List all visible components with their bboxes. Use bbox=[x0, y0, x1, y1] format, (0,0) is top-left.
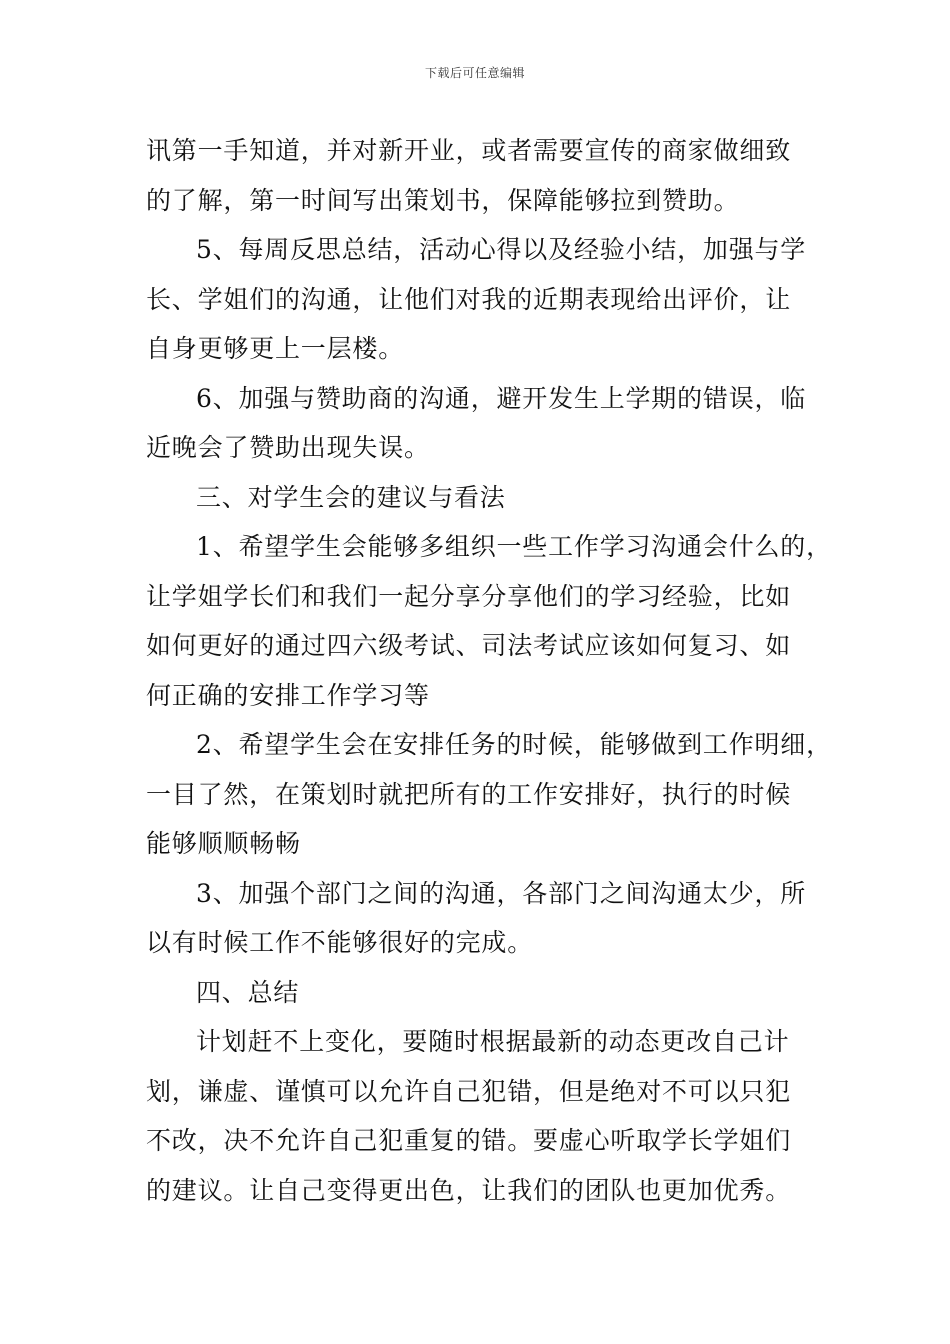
text-line: 自身更够更上一层楼。 bbox=[146, 334, 405, 363]
text-line: 长、学姐们的沟通，让他们对我的近期表现给出评价，让 bbox=[146, 284, 792, 314]
text-line: 的了解，第一时间写出策划书，保障能够拉到赞助。 bbox=[146, 185, 740, 215]
page-header-note: 下载后可任意编辑 bbox=[424, 66, 525, 80]
text-line: 划，谦虚、谨慎可以允许自己犯错，但是绝对不可以只犯 bbox=[146, 1076, 792, 1106]
text-line: 一目了然，在策划时就把所有的工作安排好，执行的时候 bbox=[146, 779, 792, 809]
text-line: 5、每周反思总结，活动心得以及经验小结，加强与学 bbox=[196, 235, 807, 264]
section-heading: 三、对学生会的建议与看法 bbox=[196, 482, 506, 512]
section-heading: 四、总结 bbox=[196, 977, 300, 1007]
text-line: 3、加强个部门之间的沟通，各部门之间沟通太少，所 bbox=[196, 878, 807, 908]
text-line: 让学姐学长们和我们一起分享分享他们的学习经验，比如 bbox=[146, 581, 792, 611]
text-line: 能够顺顺畅畅 bbox=[146, 829, 301, 858]
text-line: 计划赶不上变化，要随时根据最新的动态更改自己计 bbox=[196, 1027, 790, 1056]
text-line: 的建议。让自己变得更出色，让我们的团队也更加优秀。 bbox=[146, 1175, 792, 1205]
text-line: 6、加强与赞助商的沟通，避开发生上学期的错误，临 bbox=[196, 383, 807, 413]
text-line: 如何更好的通过四六级考试、司法考试应该如何复习、如 bbox=[146, 631, 792, 660]
text-line: 不改，决不允许自己犯重复的错。要虚心听取学长学姐们 bbox=[146, 1126, 792, 1155]
text-line: 以有时候工作不能够很好的完成。 bbox=[146, 928, 534, 957]
text-line: 1、希望学生会能够多组织一些工作学习沟通会什么的， bbox=[196, 532, 832, 561]
text-line: 近晚会了赞助出现失误。 bbox=[146, 433, 430, 462]
document-body bbox=[146, 126, 832, 1215]
text-line: 讯第一手知道，并对新开业，或者需要宣传的商家做细致 bbox=[146, 136, 792, 165]
text-line: 何正确的安排工作学习等 bbox=[146, 680, 430, 710]
text-line: 2、希望学生会在安排任务的时候，能够做到工作明细， bbox=[196, 730, 832, 759]
